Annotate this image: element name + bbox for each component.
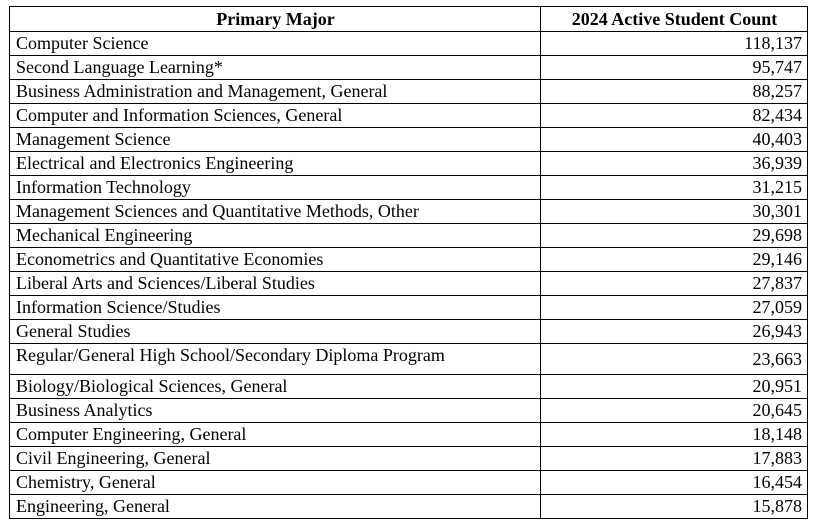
count-cell: 20,645 xyxy=(541,399,808,423)
count-cell: 23,663 xyxy=(541,344,808,375)
header-row xyxy=(10,7,808,32)
major-cell: Chemistry, General xyxy=(10,471,541,495)
count-cell: 36,939 xyxy=(541,152,808,176)
table-row xyxy=(10,104,808,128)
major-cell: Business Administration and Management, General xyxy=(10,80,541,104)
table-row xyxy=(10,272,808,296)
count-cell: 27,837 xyxy=(541,272,808,296)
major-cell: Business Analytics xyxy=(10,399,541,423)
count-cell: 17,883 xyxy=(541,447,808,471)
count-cell: 27,059 xyxy=(541,296,808,320)
major-cell: Electrical and Electronics Engineering xyxy=(10,152,541,176)
table-row xyxy=(10,32,808,56)
major-cell: Biology/Biological Sciences, General xyxy=(10,375,541,399)
table-row xyxy=(10,80,808,104)
table-row xyxy=(10,152,808,176)
count-cell: 20,951 xyxy=(541,375,808,399)
table-row xyxy=(10,296,808,320)
count-cell: 26,943 xyxy=(541,320,808,344)
table-row xyxy=(10,495,808,519)
count-cell: 30,301 xyxy=(541,200,808,224)
table-row xyxy=(10,200,808,224)
table-row xyxy=(10,471,808,495)
count-cell: 118,137 xyxy=(541,32,808,56)
header-student-count: 2024 Active Student Count xyxy=(541,7,808,32)
table-row xyxy=(10,248,808,272)
table-row xyxy=(10,423,808,447)
major-cell: Civil Engineering, General xyxy=(10,447,541,471)
table-row xyxy=(10,128,808,152)
major-cell: Mechanical Engineering xyxy=(10,224,541,248)
table-row xyxy=(10,176,808,200)
count-cell: 40,403 xyxy=(541,128,808,152)
count-cell: 95,747 xyxy=(541,56,808,80)
major-cell: Second Language Learning* xyxy=(10,56,541,80)
major-cell: Regular/General High School/Secondary Diploma Program xyxy=(10,344,541,375)
table-row xyxy=(10,320,808,344)
table-row xyxy=(10,224,808,248)
table-header xyxy=(10,7,808,32)
major-cell: Management Sciences and Quantitative Methods, Other xyxy=(10,200,541,224)
major-cell: Information Technology xyxy=(10,176,541,200)
major-cell: Information Science/Studies xyxy=(10,296,541,320)
major-cell: Econometrics and Quantitative Economies xyxy=(10,248,541,272)
table-row xyxy=(10,344,808,375)
count-cell: 18,148 xyxy=(541,423,808,447)
count-cell: 15,878 xyxy=(541,495,808,519)
count-cell: 88,257 xyxy=(541,80,808,104)
majors-table xyxy=(9,6,808,519)
header-primary-major: Primary Major xyxy=(10,7,541,32)
count-cell: 16,454 xyxy=(541,471,808,495)
table-row xyxy=(10,447,808,471)
table-body xyxy=(10,32,808,519)
major-cell: Management Science xyxy=(10,128,541,152)
major-cell: Liberal Arts and Sciences/Liberal Studies xyxy=(10,272,541,296)
major-cell: Computer Engineering, General xyxy=(10,423,541,447)
major-cell: General Studies xyxy=(10,320,541,344)
table-row xyxy=(10,56,808,80)
count-cell: 82,434 xyxy=(541,104,808,128)
major-cell: Engineering, General xyxy=(10,495,541,519)
major-cell: Computer Science xyxy=(10,32,541,56)
count-cell: 29,698 xyxy=(541,224,808,248)
major-cell: Computer and Information Sciences, General xyxy=(10,104,541,128)
count-cell: 31,215 xyxy=(541,176,808,200)
table-row xyxy=(10,399,808,423)
table-row xyxy=(10,375,808,399)
count-cell: 29,146 xyxy=(541,248,808,272)
